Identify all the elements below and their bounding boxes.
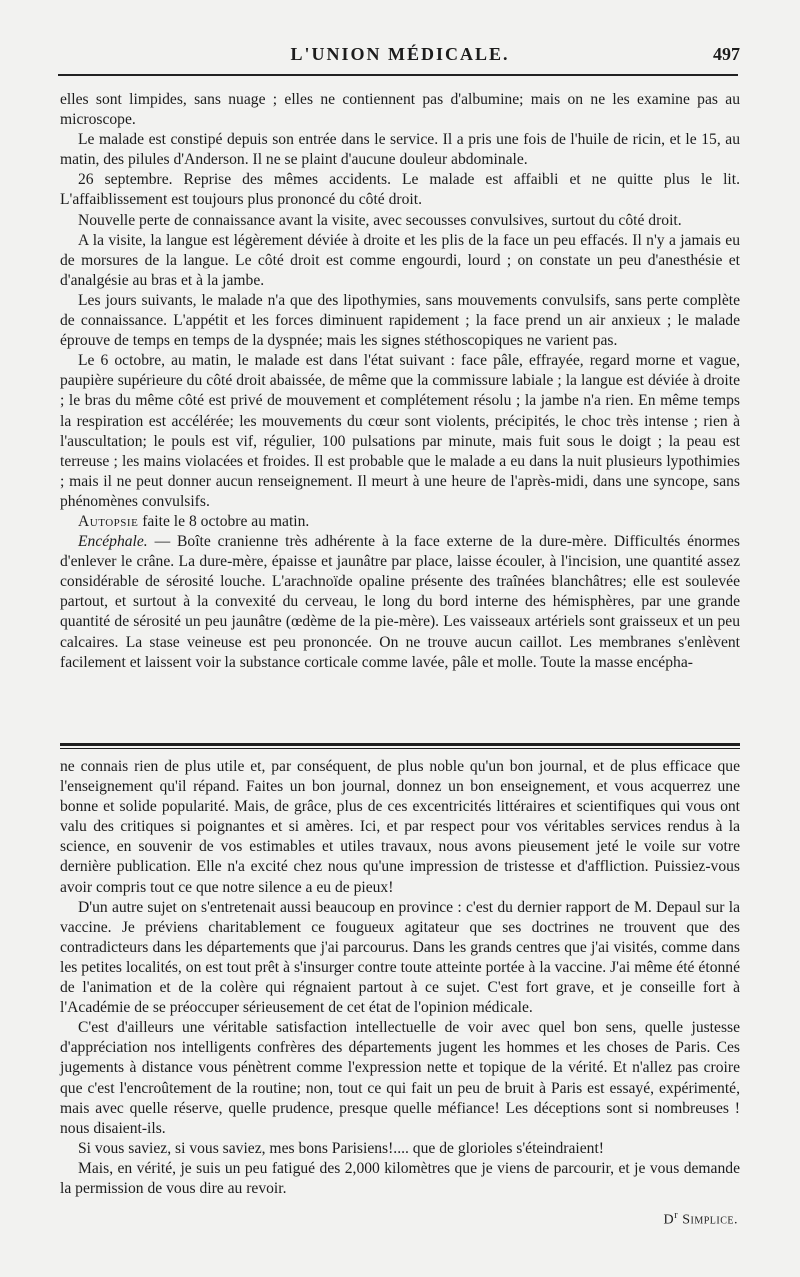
- paragraph: Le 6 octobre, au matin, le malade est dans l'état suivant : face pâle, effrayée, regard morne et vague, paupière supérieure du côté droit abaissée, de même que la commissure labiale ; la langue est déviée à droite ; le bras du même côté est privé de mouvement et complétement résolu ; la jambe n'a rien. En même temps la respiration est accélérée; les mouvements du cœur sont violents, précipités, le choc très intense ; rien à l'auscultation; le pouls est vif, régulier, 100 pulsations par minute, mais fuit sous le doigt ; la peau est terreuse ; les mains violacées et froides. Il est probable que le malade a eu dans la nuit plusieurs lypothimies ; mais il ne peut donner aucun renseignement. Il meurt à une heure de l'après-midi, dans une syncope, sans phénomènes convulsifs.: [60, 352, 740, 510]
- clinical-observation: [60, 90, 740, 673]
- encephale-paragraph: [60, 532, 740, 673]
- paragraph: A la visite, la langue est légèrement déviée à droite et les plis de la face un peu effacés. Il n'y a jamais eu de morsures de la langue. Le côté droit est comme engourdi, lourd ; on constate un peu d'anesthésie et d'analgésie au bras et à la jambe.: [60, 231, 740, 289]
- header-rule: [58, 74, 738, 76]
- paragraph: Mais, en vérité, je suis un peu fatigué des 2,000 kilomètres que je viens de parcourir, et je vous demande la permission de vous dire au revoir.: [60, 1159, 740, 1197]
- paragraph: Si vous saviez, si vous saviez, mes bons Parisiens!.... que de glorioles s'éteindraient!: [78, 1139, 604, 1157]
- paragraph: C'est d'ailleurs une véritable satisfaction intellectuelle de voir avec quel bon sens, quelle justesse d'appréciation nos intelligents confrères des départements jugent les hommes et les choses de Paris. Ces jugements à distance vous pénètrent comme l'expression nette et topique de la vérité. Et n'allez pas croire que c'est l'encroûtement de la routine; non, tout ce qui fait un peu de bruit à Paris est essayé, expérimenté, mais avec quelle réserve, quelle prudence, presque quelle méfiance! Les déceptions sont si nombreuses ! nous disaient-ils.: [60, 1019, 740, 1137]
- paragraph: ne connais rien de plus utile et, par conséquent, de plus noble qu'un bon journal, et de plus efficace que l'enseignement qu'il répand. Faites un bon journal, donnez un bon enseignement, et vous acquerrez une bonne et solide popularité. Mais, de grâce, plus de ces excentricités littéraires et scientifiques qui vous ont valu des critiques si poignantes et si amères. Ici, et par respect pour vos véritables services rendus à la science, en souvenir de vos estimables et utiles travaux, nous avons pieusement jeté le voile sur votre dernière publication. Elle n'a excité chez nous qu'une impression de tristesse et d'affliction. Puissiez-vous avoir compris tout ce que notre silence a eu de pieux!: [60, 758, 740, 896]
- feuilleton: [60, 757, 740, 1199]
- encephale-label: Encéphale.: [78, 533, 148, 551]
- paragraph: Nouvelle perte de connaissance avant la visite, avec secousses convulsives, surtout du côté droit.: [78, 211, 682, 229]
- autopsy-heading: [60, 512, 740, 532]
- paragraph: D'un autre sujet on s'entretenait aussi beaucoup en province : c'est du dernier rapport de M. Depaul sur la vaccine. Je préviens charitablement ce fougueux agitateur que ses doctrines ne trouvent que des contradicteurs dans les départements que j'ai parcourus. Dans les grands centres que j'ai visités, comme dans les petites localités, on est tout prêt à s'insurger contre toute atteinte portée à la vaccine. J'ai même été étonné de l'animation et de la colère qui régnaient partout à ce sujet. C'est fort grave, et je conseille fort à l'Académie de se préoccuper sérieusement de cet état de l'opinion médicale.: [60, 898, 740, 1017]
- paragraph: Le malade est constipé depuis son entrée dans le service. Il a pris une fois de l'huile de ricin, et le 15, au matin, des pilules d'Anderson. Il ne se plaint d'aucune douleur abdominale.: [60, 131, 740, 169]
- signature-name: Simplice.: [678, 1212, 738, 1228]
- autopsy-date: faite le 8 octobre au matin.: [138, 512, 310, 530]
- signature-prefix: D: [663, 1212, 675, 1228]
- paragraph: Les jours suivants, le malade n'a que des lipothymies, sans mouvements convulsifs, sans perte complète de connaissance. L'appétit et les forces diminuent rapidement ; la face prend un air anxieux ; le malade éprouve de temps en temps de la dyspnée; mais les signes stéthoscopiques ne varient pas.: [60, 291, 740, 350]
- page-number: 497: [713, 44, 740, 64]
- page-header: [60, 38, 740, 72]
- autopsy-label: Autopsie: [78, 512, 139, 530]
- encephale-text: — Boîte cranienne très adhérente à la face externe de la dure-mère. Difficultés énormes d'enlever le crâne. La dure-mère, épaisse et jaunâtre par place, laisse écouler, à l'incision, une quantité assez considérable de sérosité louche. L'arachnoïde opaline présente des traînées blanchâtres; elle est soulevée partout, et surtout à la convexité du cerveau, le long du bord interne des hémisphères, par une grande quantité de sérosité un peu jaunâtre (œdème de la pie-mère). Les vaisseaux artériels sont graisseux et un peu calcaires. La stase veineuse est peu prononcée. On ne trouve aucun caillot. Les membranes s'enlèvent facilement et laissent voir la substance corticale comme lavée, pâle et molle. Toute la masse encépha-: [60, 533, 740, 671]
- author-signature: [664, 1210, 738, 1229]
- paragraph: elles sont limpides, sans nuage ; elles ne contiennent pas d'albumine; mais on ne les examine pas au microscope.: [60, 91, 740, 129]
- paragraph: 26 septembre. Reprise des mêmes accidents. Le malade est affaibli et ne quitte plus le lit. L'affaiblissement est toujours plus prononcé du côté droit.: [60, 171, 740, 209]
- journal-title: L'UNION MÉDICALE.: [290, 44, 510, 64]
- signature-sup: r: [674, 1210, 679, 1221]
- feuilleton-divider: [60, 743, 740, 749]
